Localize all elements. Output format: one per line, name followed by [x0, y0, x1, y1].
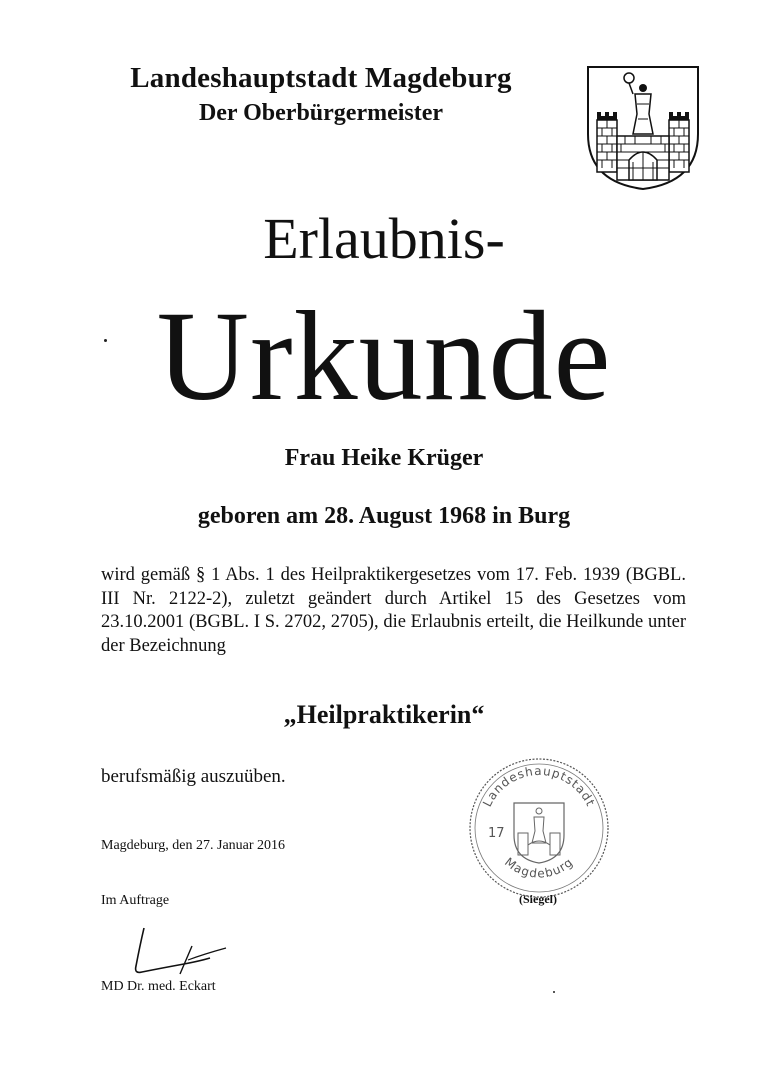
seal-number: 17 [488, 826, 505, 841]
city-name-heading: Landeshauptstadt Magdeburg [130, 62, 512, 94]
document-title-line2: Urkunde [156, 285, 612, 427]
practice-statement: berufsmäßig auszuüben. [101, 766, 286, 787]
seal-bottom-text: Magdeburg [501, 854, 576, 881]
recipient-name: Frau Heike Krüger [284, 445, 484, 471]
official-seal-icon [466, 755, 612, 901]
scan-speck [553, 991, 555, 993]
document-title-line1: Erlaubnis- [263, 206, 505, 271]
scan-speck [104, 339, 107, 342]
mayor-office-heading: Der Oberbürgermeister [198, 100, 444, 126]
professional-title: „Heilpraktikerin“ [283, 700, 485, 729]
seal-label: (Siegel) [519, 892, 557, 906]
svg-text:Magdeburg [502, 855, 576, 881]
by-order-note: Im Auftrage [101, 893, 170, 908]
permission-text: wird gemäß § 1 Abs. 1 des Heilpraktikergesetzes vom 17. Feb. 1939 (BGBL. III Nr. 2122-2), zuletzt geändert durch Artikel 15 des Gesetzes vom 23.10.2001 (BGBL. I S. 2702, 2705), die Erlaubnis erteilt, die Heilkunde unter der Bezeichnung [101, 565, 686, 656]
svg-text:Landeshauptstadt [480, 764, 598, 809]
place-and-date: Magdeburg, den 27. Januar 2016 [101, 838, 286, 853]
handwritten-signature [122, 920, 232, 980]
city-coat-of-arms-icon [585, 64, 701, 192]
birth-details: geboren am 28. August 1968 in Burg [197, 503, 571, 529]
signer-name: MD Dr. med. Eckart [101, 979, 216, 994]
seal-top-text: Landeshauptstadt [480, 763, 598, 809]
